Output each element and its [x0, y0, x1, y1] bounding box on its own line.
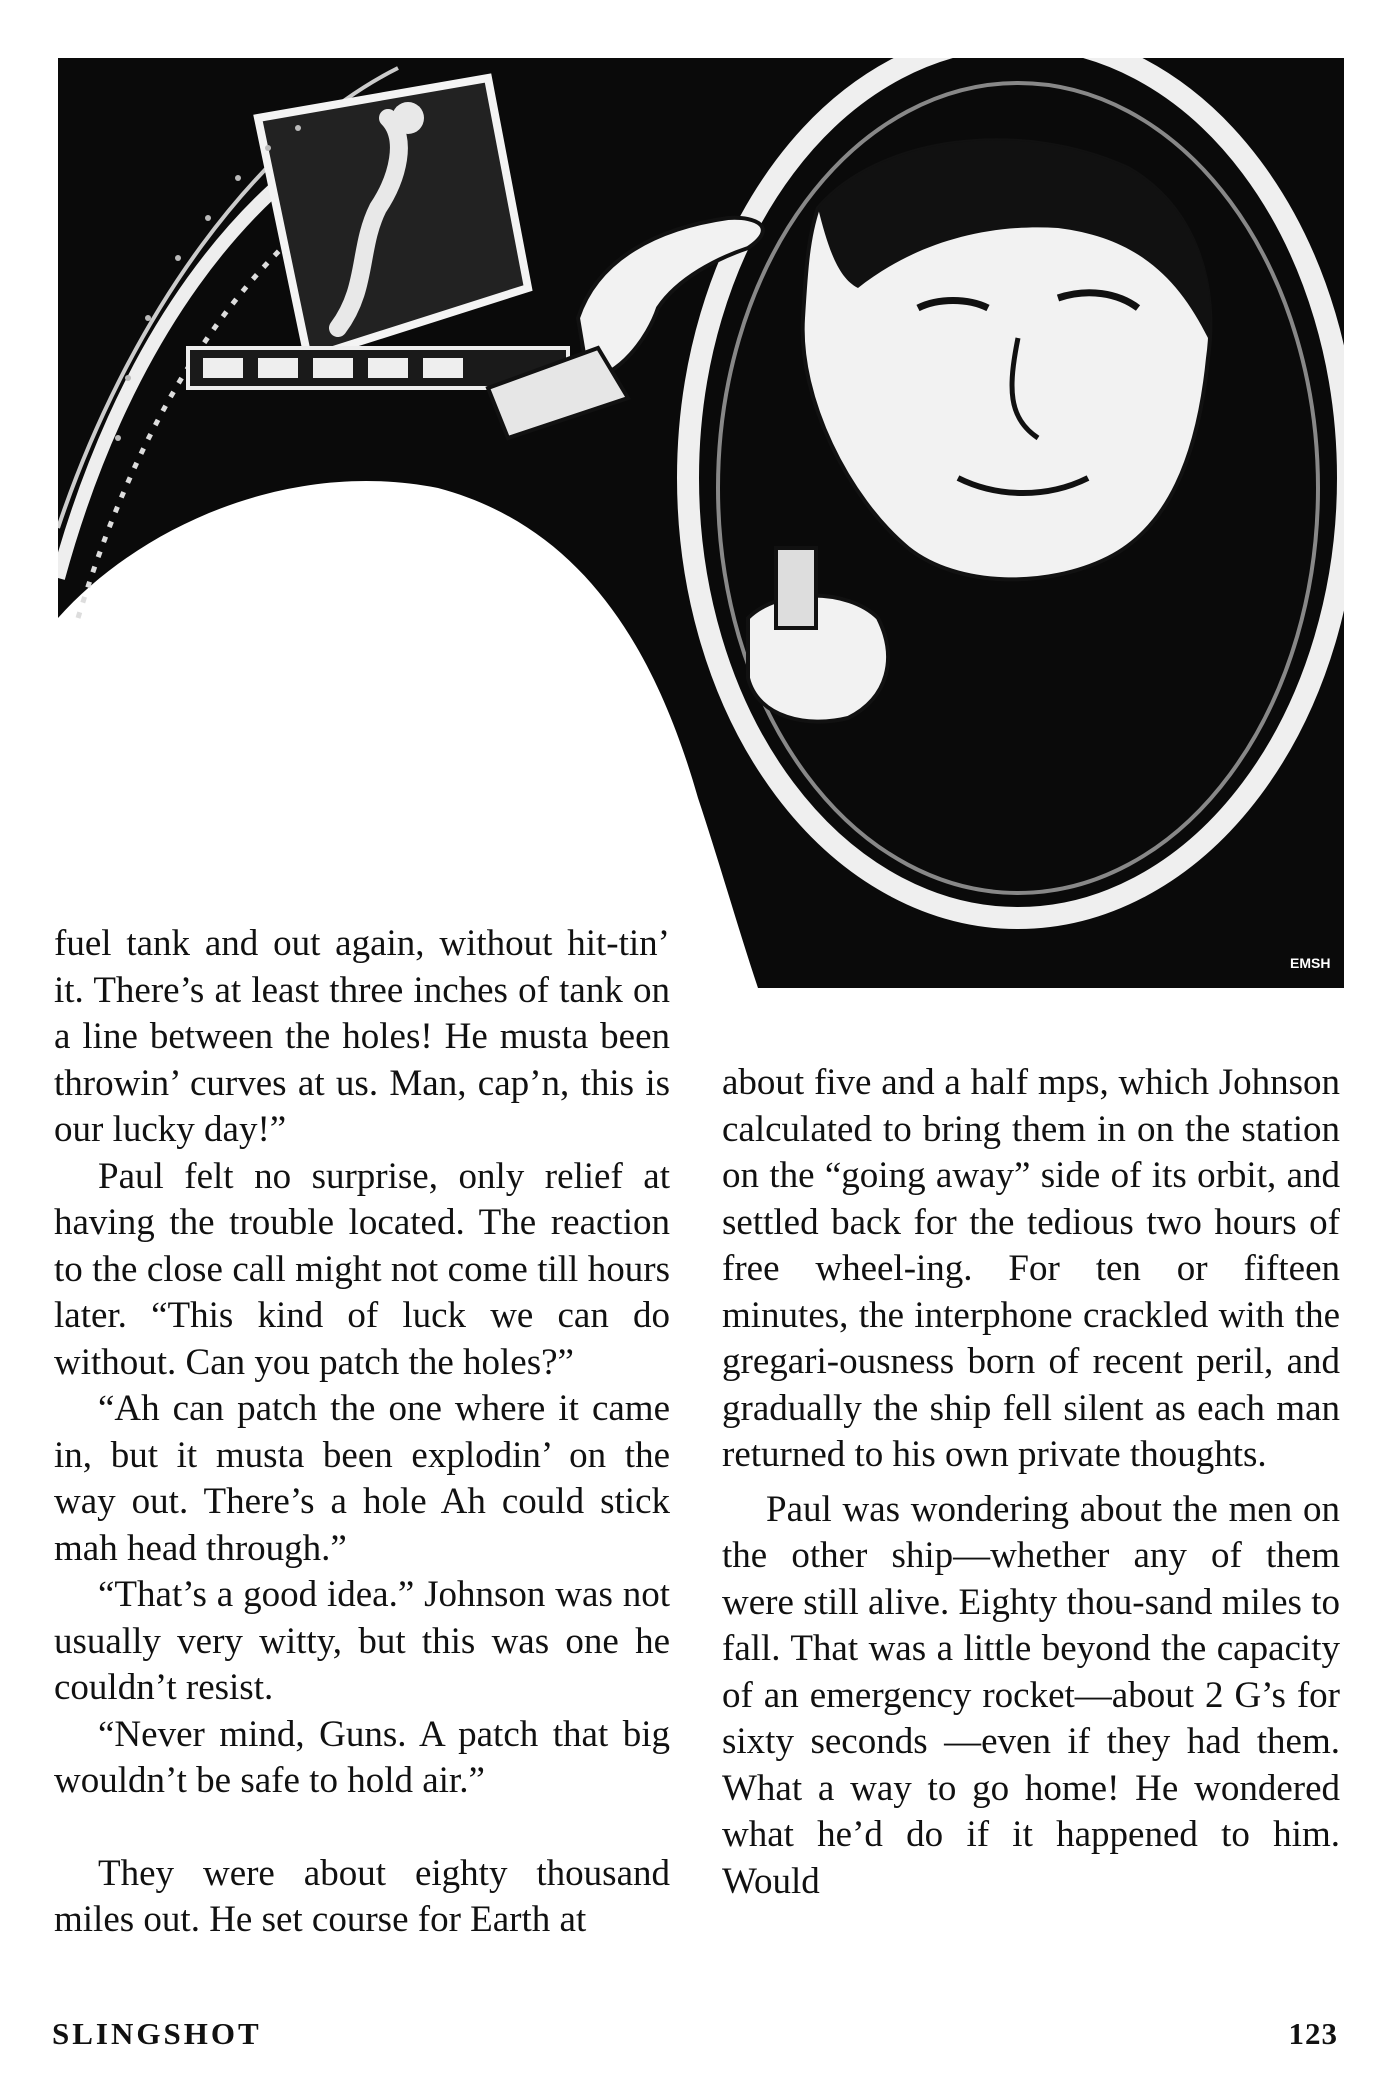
right-column	[722, 1060, 1340, 1905]
paragraph: “Ah can patch the one where it came in, but it musta been explodin’ on the way out. There’s a hole Ah could stick mah head through.”	[54, 1388, 670, 1569]
paragraph: Paul felt no surprise, only relief at having the trouble located. The reaction to the close call might not come till hours later. “This kind of luck we can do without. Can you patch the holes?”	[54, 1155, 670, 1383]
illustration-svg	[58, 58, 1344, 988]
paragraph: fuel tank and out again, without hit-tin’ it. There’s at least three inches of tank on a line between the holes! He musta been throwin’ curves at us. Man, cap’n, this is our lucky day!”	[54, 923, 670, 1150]
paragraph: “That’s a good idea.” Johnson was not usually very witty, but this was one he couldn’t resist.	[54, 1574, 670, 1708]
paragraph: Paul was wondering about the men on the other ship—whether any of them were still alive. Eighty thou-sand miles to fall. That was a little beyond the capacity of an emergency rocket—about 2 G’s for sixty seconds —even if they had them. What a way to go home! He wondered what he’d do if it happened to him. Would	[722, 1488, 1340, 1902]
astronaut-illustration	[58, 58, 1344, 988]
paragraph: about five and a half mps, which Johnson calculated to bring them in on the station on the “going away” side of its orbit, and settled back for the tedious two hours of free wheel-ing. For ten or fifteen minutes, the interphone crackled with the gregari-ousness born of recent peril, and gradually the ship fell silent as each man returned to his own private thoughts.	[722, 1062, 1340, 1475]
page-number: 123	[1288, 2016, 1338, 2051]
left-column	[54, 921, 670, 1944]
running-title: SLINGSHOT	[52, 2016, 262, 2051]
paragraph: They were about eighty thousand miles out. He set course for Earth at	[54, 1852, 670, 1940]
artist-signature: EMSH	[1290, 955, 1331, 971]
paragraph: “Never mind, Guns. A patch that big wouldn’t be safe to hold air.”	[54, 1713, 670, 1801]
